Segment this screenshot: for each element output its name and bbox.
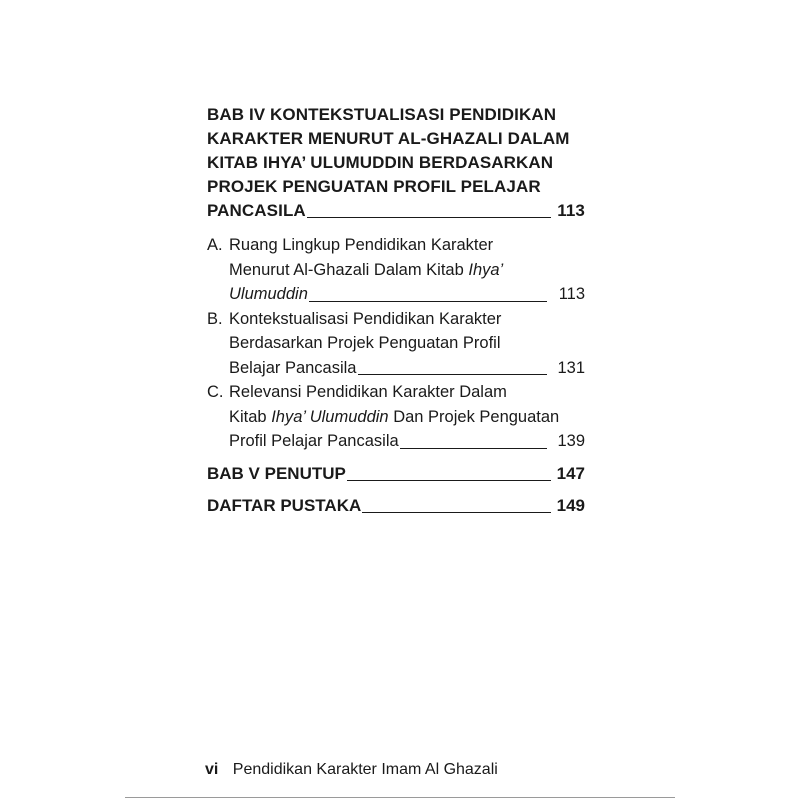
- section-title-line: [229, 405, 585, 430]
- page-number: 131: [557, 358, 585, 377]
- page-number: 149: [556, 496, 585, 515]
- section-title-line: [229, 258, 585, 283]
- footer-divider: [125, 797, 675, 798]
- toc-entry-section-c[interactable]: [207, 380, 585, 454]
- chapter-title-line: KITAB IHYA’ ULUMUDDIN BERDASARKAN: [207, 153, 554, 172]
- chapter-title: BAB V PENUTUP: [207, 464, 346, 483]
- toc-subsections: [207, 233, 585, 454]
- page-number: 113: [557, 201, 585, 220]
- section-title-text: Menurut Al-Ghazali Dalam Kitab: [229, 260, 469, 279]
- chapter-last-line: [207, 199, 585, 223]
- dot-leader: [362, 511, 550, 513]
- section-title-line: Relevansi Pendidikan Karakter Dalam: [229, 383, 507, 401]
- dot-leader: [400, 447, 547, 449]
- section-last-line: [229, 429, 585, 454]
- section-letter: B.: [207, 309, 223, 328]
- section-title-text: Belajar Pancasila: [229, 358, 357, 377]
- chapter-title-line: BAB IV KONTEKSTUALISASI PENDIDIKAN: [207, 105, 557, 124]
- section-last-line: [229, 356, 585, 381]
- section-letter: C.: [207, 383, 224, 401]
- toc-entry-bab-iv[interactable]: [207, 103, 585, 223]
- dot-leader: [347, 479, 551, 481]
- chapter-title-line: KARAKTER MENURUT AL-GHAZALI DALAM: [207, 129, 570, 148]
- section-title-line: Ruang Lingkup Pendidikan Karakter: [229, 236, 494, 254]
- page-footer: [205, 761, 498, 779]
- dot-leader: [309, 300, 547, 302]
- dot-leader: [358, 373, 548, 375]
- dot-leader: [307, 216, 551, 218]
- section-title-text: Dan Projek Penguatan: [388, 407, 560, 426]
- toc-entry-bibliography[interactable]: [207, 494, 585, 518]
- section-title-italic: Ihya’ Ulumuddin: [271, 407, 389, 426]
- chapter-title: DAFTAR PUSTAKA: [207, 496, 362, 515]
- footer-page-number: vi: [205, 761, 219, 778]
- page-number: 147: [556, 464, 585, 483]
- toc-entry-section-a[interactable]: [207, 233, 585, 307]
- section-title-italic: Ihya’: [468, 260, 504, 279]
- toc-entry-section-b[interactable]: [207, 307, 585, 381]
- toc-entry-bab-v[interactable]: [207, 462, 585, 486]
- section-letter: A.: [207, 236, 223, 254]
- chapter-title-line: PANCASILA: [207, 201, 306, 220]
- section-title-text: Profil Pelajar Pancasila: [229, 432, 399, 450]
- section-title-line: Berdasarkan Projek Penguatan Profil: [229, 334, 501, 352]
- section-last-line: [229, 282, 585, 307]
- section-title-italic: Ulumuddin: [229, 285, 308, 303]
- page-number: 113: [558, 285, 585, 303]
- section-title-line: Kontekstualisasi Pendidikan Karakter: [229, 309, 502, 328]
- chapter-title-line: PROJEK PENGUATAN PROFIL PELAJAR: [207, 177, 541, 196]
- section-title-text: Kitab: [229, 407, 272, 426]
- footer-book-title: Pendidikan Karakter Imam Al Ghazali: [232, 761, 498, 778]
- page-number: 139: [557, 432, 585, 450]
